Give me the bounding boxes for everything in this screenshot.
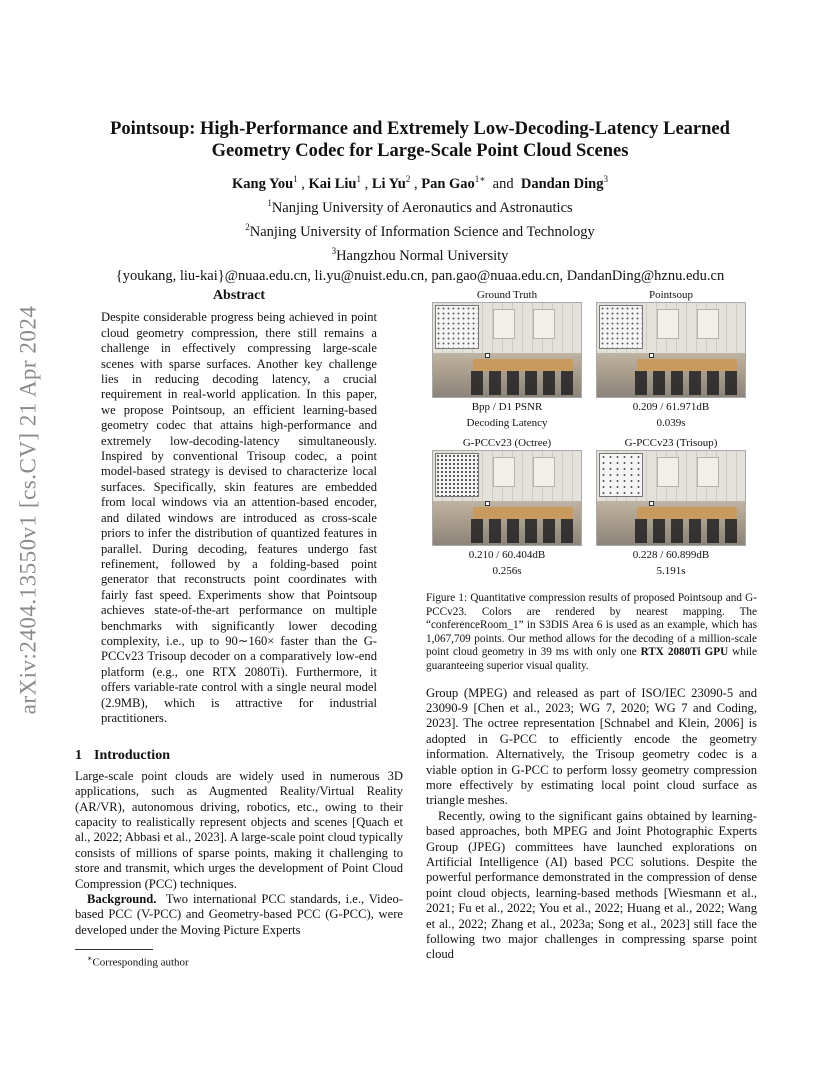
zoom-inset [599, 453, 643, 497]
panel-caption: 0.256s [492, 565, 522, 577]
panel-caption: 0.209 / 61.971dB [632, 401, 710, 413]
affiliation [70, 242, 770, 266]
panel-caption: Bpp / D1 PSNR [471, 401, 543, 413]
body-paragraph: Group (MPEG) and released as part of ISO/IEC 23090-5 and 23090-9 [Chen et al., 2023; WG 7, 2020; WG 7 and Coding, 2023]. The octree representation [Schnabel and Klein, 2006] is adopted in G-PCC to efficiently encode the geometry information. Alternatively, the Trisoup geometry codec is a viable option in G-PCC to perform lossy geometry compression more effectively by estimating local point cloud surface as triangle meshes. [426, 685, 757, 808]
and-word: and [492, 176, 514, 192]
affiliation [70, 194, 770, 218]
footnote-rule [75, 949, 153, 950]
body-paragraph: Recently, owing to the significant gains obtained by learning-based approaches, both MPEG and Joint Photographic Experts Group (JPEG) committees have launched explorations on Artificial Intelligence (AI) based PCC solutions. Despite the powerful performance demonstrated in the compression of dense point cloud objects, learning-based methods [Wiesmann et al., 2021; Fu et al., 2022; You et al., 2022; Huang et al., 2022; Wang et al., 2022; Zhang et al., 2023a; Song et al., 2023] still face the following two major challenges in compressing sparse point cloud [426, 808, 757, 962]
panel-caption: 0.210 / 60.404dB [468, 549, 546, 561]
background-text: Two international PCC standards, i.e., Video-based PCC (V-PCC) and Geometry-based PCC (G-PCC), were developed under the Moving Picture Experts [75, 892, 403, 937]
panel-label: Ground Truth [476, 289, 538, 301]
author-name: Pan Gao [421, 176, 475, 192]
affiliation-sup: 2 [245, 222, 250, 232]
right-column [426, 286, 757, 963]
author-sup: 2 [405, 174, 411, 184]
point-cloud-image [432, 450, 582, 546]
figure-panel [432, 436, 582, 578]
arxiv-sidebar [0, 230, 56, 790]
author-name: Kang You [232, 176, 294, 192]
author-sup: 1∗ [474, 174, 486, 184]
affiliation-sup: 1 [267, 198, 272, 208]
author-list: Kang You$^1$ , Kai Liu$^1$ , Li Yu$^2$ , Pan Gao$^{1∗}$ and Dandan Ding$^3$ [232, 174, 608, 192]
caption-bold: RTX 2080Ti GPU [640, 646, 729, 659]
author-emails: {youkang, liu-kai}@nuaa.edu.cn, li.yu@nuist.edu.cn, pan.gao@nuaa.edu.cn, DandanDing@hznu.edu.cn [115, 268, 725, 284]
panel-label: G-PCCv23 (Octree) [462, 437, 552, 449]
section-heading [75, 748, 403, 763]
zoom-inset [435, 453, 479, 497]
author-sup: 1 [293, 174, 298, 184]
panel-caption: Decoding Latency [466, 417, 548, 429]
panel-caption: 5.191s [656, 565, 686, 577]
figure-panel [432, 288, 582, 430]
paper-header [70, 118, 770, 286]
figure-1 [426, 286, 757, 586]
affiliation-text: Nanjing University of Information Science and Technology [249, 224, 595, 240]
background-paragraph [75, 892, 403, 938]
panel-caption: 0.039s [656, 417, 686, 429]
figure-caption [426, 592, 757, 674]
footnote [75, 952, 403, 970]
point-cloud-image [596, 302, 746, 398]
figure-panel [596, 288, 746, 430]
section-title: Introduction [94, 748, 170, 764]
figure-panel [596, 436, 746, 578]
affiliation-text: Hangzhou Normal University [336, 248, 509, 264]
footnote-text: Corresponding author [92, 956, 189, 969]
paper-title: Pointsoup: High-Performance and Extremely Low-Decoding-Latency Learned Geometry Codec for Large-Scale Point Cloud Scenes [110, 119, 730, 161]
author-sup: 3 [603, 174, 608, 184]
zoom-inset [599, 305, 643, 349]
affiliation [70, 218, 770, 242]
panel-label: Pointsoup [648, 289, 693, 301]
section-number: 1 [75, 748, 82, 764]
author-name: Dandan Ding [520, 176, 604, 192]
left-column [75, 288, 403, 970]
affiliation-sup: 3 [331, 246, 337, 256]
caption-text: Figure 1: Quantitative compression results of proposed Pointsoup and G-PCCv23. Colors are rendered by nearest mapping. The “conferenceRoom_1” in S3DIS Area 6 is used as an example, which has 1,067,709 points. Our method allows for the decoding of a million-scale point cloud geometry in 39 ms with only one [426, 592, 757, 659]
author-name: Li Yu [371, 176, 406, 192]
arxiv-identifier: arXiv:2404.13550v1 [cs.CV] 21 Apr 2024 [15, 305, 40, 715]
intro-paragraph: Large-scale point clouds are widely used in numerous 3D applications, such as Augmented Reality/Virtual Reality (AR/VR), autonomous driving, robotics, etc., owing to their capacity to realistically represent objects and scenes [Quach et al., 2022; Abbasi et al., 2023]. A large-scale point cloud typically consists of millions of sparse points, making it challenging to store and transmit, which urges the development of Point Cloud Compression (PCC) techniques. [75, 768, 403, 891]
panel-caption: 0.228 / 60.899dB [632, 549, 710, 561]
panel-label: G-PCCv23 (Trisoup) [624, 437, 718, 449]
author-name: Kai Liu [308, 176, 357, 192]
footnote-mark: ∗ [87, 954, 93, 964]
run-in-heading: Background. [87, 892, 157, 907]
caption-text: while guaranteeing superior visual quality. [426, 646, 757, 672]
author-sup: 1 [356, 174, 361, 184]
affiliation-text: Nanjing University of Aeronautics and Astronautics [271, 200, 573, 216]
zoom-inset [435, 305, 479, 349]
point-cloud-image [432, 302, 582, 398]
abstract-text: Despite considerable progress being achieved in point cloud geometry compression, there still remains a challenge in effectively compressing large-scale scenes with sparse surfaces. Another key challenge lies in reducing decoding latency, a crucial requirement in real-world application. In this paper, we propose Pointsoup, an efficient learning-based geometry codec that attains high-performance and extremely low-decoding-latency simultaneously. Inspired by conventional Trisoup codec, a point model-based strategy is devised to characterize local surfaces. Specifically, skin features are embedded from local windows via an attention-based encoder, and dilated windows are introduced as cross-scale priors to infer the distribution of quantized features in parallel. During decoding, features undergo fast refinement, followed by a folding-based point generator that reconstructs point coordinates with fairly fast speed. Experiments show that Pointsoup achieves state-of-the-art performance on multiple benchmarks with significantly lower decoding complexity, i.e., up to 90∼160× faster than the G-PCCv23 Trisoup decoder on a comparatively low-end platform (e.g., one RTX 2080Ti). Furthermore, it offers variable-rate control with a single neural model (2.9MB), which is attractive for industrial practitioners. [101, 310, 377, 725]
abstract-heading: Abstract [212, 288, 266, 303]
point-cloud-image [596, 450, 746, 546]
